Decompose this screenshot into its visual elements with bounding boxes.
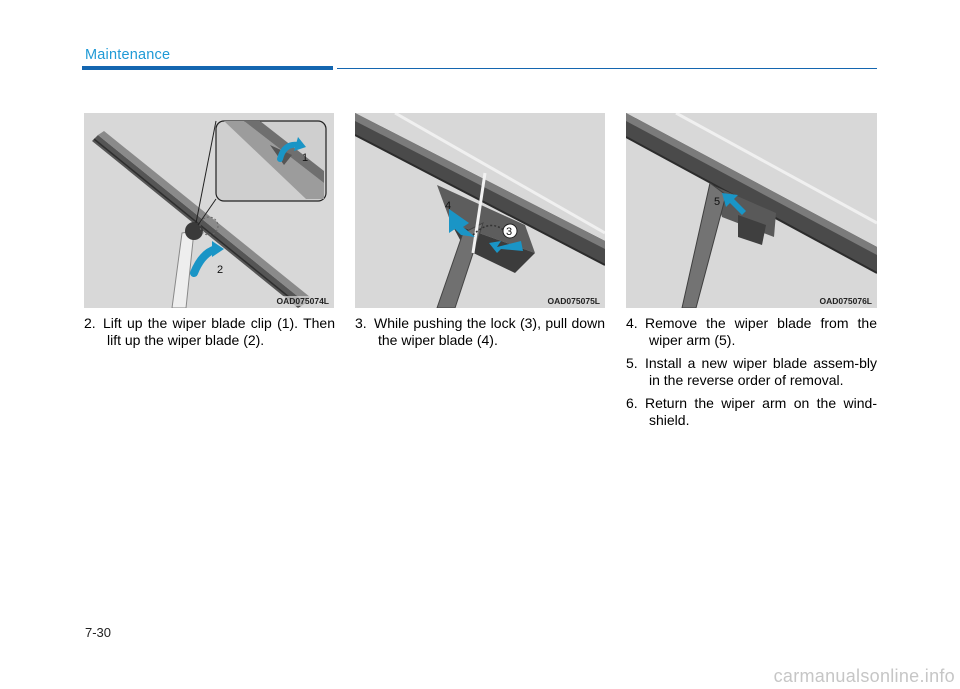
steps-column-1 [84, 315, 335, 355]
figure-code: OAD075075L [547, 296, 600, 306]
callout-label-2: 2 [217, 264, 224, 276]
header-rule-thin [337, 68, 877, 69]
wiper-removal-illustration [626, 113, 877, 308]
callout-label-5: 5 [714, 196, 721, 208]
figure-blade-removal [626, 113, 877, 308]
figure-code: OAD075076L [819, 296, 872, 306]
figure-lock-release [355, 113, 605, 308]
steps-column-3 [626, 315, 877, 435]
step-text: Remove the wiper blade from the wiper arm (5). [645, 315, 877, 348]
header-rule-thick [82, 66, 333, 70]
step-number: 6. [626, 395, 638, 411]
step-text: While pushing the lock (3), pull down the wiper blade (4). [374, 315, 605, 348]
callout-label-4: 4 [445, 200, 452, 212]
step-6 [626, 395, 877, 428]
figure-code: OAD075074L [276, 296, 329, 306]
page-number: 7-30 [85, 625, 112, 640]
step-5 [626, 355, 877, 388]
step-2 [84, 315, 335, 348]
step-number: 2. [84, 315, 96, 331]
watermark: carmanualsonline.info [773, 666, 955, 686]
steps-column-2 [355, 315, 605, 355]
callout-label-3: 3 [506, 226, 513, 238]
step-text: Lift up the wiper blade clip (1). Then lift up the wiper blade (2). [103, 315, 335, 348]
step-text: Install a new wiper blade assem-bly in the reverse order of removal. [645, 355, 877, 388]
step-3 [355, 315, 605, 348]
section-title: Maintenance [85, 47, 171, 63]
step-number: 4. [626, 315, 638, 331]
step-number: 3. [355, 315, 367, 331]
figure-blade-clip [84, 113, 334, 308]
wiper-lock-illustration [355, 113, 605, 308]
wiper-blade-clip-illustration [84, 113, 334, 308]
step-text: Return the wiper arm on the wind-shield. [645, 395, 877, 428]
step-number: 5. [626, 355, 638, 371]
step-4 [626, 315, 877, 348]
callout-label-1: 1 [302, 152, 309, 164]
